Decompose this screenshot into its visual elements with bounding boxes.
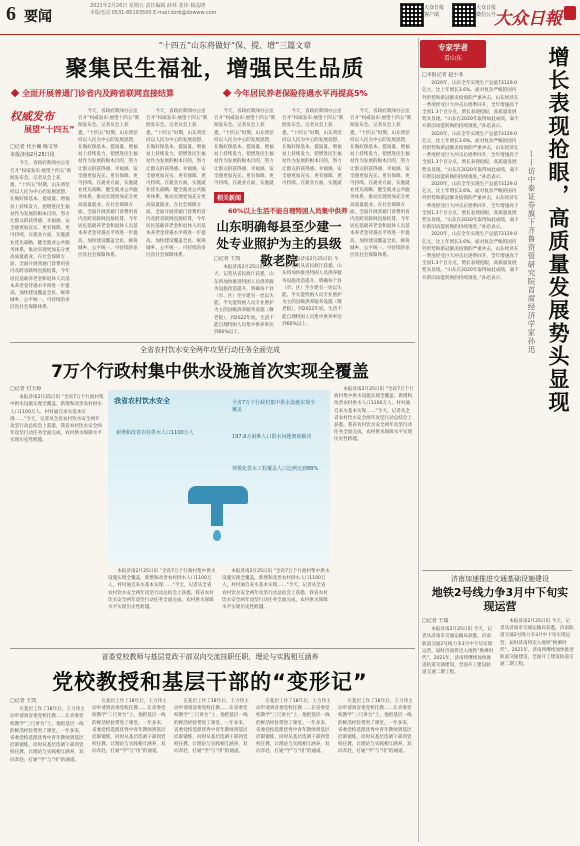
- lead-body-col6: [350, 108, 414, 340]
- subhead-left-text: 全面开展普通门诊省内及跨省联网直接结算: [22, 89, 174, 98]
- school-body: 在基层工作了18年后，王力伟主动申请到省委党校任教……在省委党校教学“三尺讲台”上，他把基层一线的鲜活经验带进了课堂。一年多来，省委党校选派优秀中青年教师到基层挂职锻炼，同时从基层选调干部到党校任教，让理论与实践相互涵养，双向奔赴，打通“学”与“用”的通道。: [338, 699, 413, 755]
- lead-subhead-left: [12, 88, 174, 99]
- water-infographic: [108, 390, 330, 564]
- qr-code-icon: [452, 3, 476, 27]
- metro-body-col2: [500, 618, 574, 840]
- graphic-item: 规模化供水工程覆盖人口比例达到88%: [232, 466, 319, 472]
- lead-body: 今天，省政府新闻办公室召开“权威发布·展望十四五”新闻发布会。记者从会上获悉，“十四五”时期，山东将坚持以人民为中心的发展思想，在做好保基本、提质量、增福祉上持续发力，把增进民生福祉作为发展的根本目的，努力让群众的获得感、幸福感、安全感更加充实、更有保障、更可持续。在就业方面，实施就业优先战略，健全就业公共服务体系，推动实现更加充分更高质量就业。在社会保障方面，全面开展普通门诊费用省内及跨省联网直接结算，今年居民基础养老金和退休人员基本养老金待遇水平将进一步提高。加快建设覆盖全民、统筹城乡、公平统一、可持续的多层次社会保障体系。: [78, 109, 140, 259]
- related-deck: 60%以上生活不能自理特困人员集中供养: [228, 207, 348, 215]
- graphic-item: 新增和改善农村供水人口1100万人: [116, 430, 194, 436]
- water-body-col1: [10, 386, 104, 646]
- expert-banner-subtitle: 看山东: [443, 55, 462, 62]
- brand-tag-subtitle: 展望“十四五”: [24, 125, 75, 134]
- masthead: [0, 0, 580, 35]
- logo-mark-icon: [564, 6, 576, 20]
- diamond-bullet-icon: [223, 89, 231, 97]
- metro-kicker: 济南加速推进交通基础设施建设: [451, 575, 549, 583]
- related-headline: 山东明确每县至少建一处专业照护为主的县级敬老院: [216, 219, 342, 268]
- lead-body-col1: [10, 144, 74, 340]
- lead-dateline: 本报济南2月25日讯: [10, 152, 55, 159]
- lead-body: 今天，省政府新闻办公室召开“权威发布·展望十四五”新闻发布会。记者从会上获悉，“十四五”时期，山东将坚持以人民为中心的发展思想，在做好保基本、提质量、增福祉上持续发力，把增进民生福祉作为发展的根本目的，努力让群众的获得感、幸福感、安全感更加充实、更有保障、更可持续。在就业方面，实施就业优先战略，健全就业公共服务体系，推动实现更加充分更高质量就业。在社会保障方面，全面开展普通门诊费用省内及跨省联网直接结算，今年居民基础养老金和退休人员基本养老金待遇水平将进一步提高。加快建设覆盖全民、统筹城乡、公平统一、可持续的多层次社会保障体系。: [10, 161, 72, 311]
- water-kicker: 全省农村饮水安全两年攻坚行动任务全面完成: [140, 346, 280, 354]
- water-body-col4: [334, 386, 414, 646]
- school-byline: □记者 王凯: [10, 698, 37, 704]
- expert-body-text: 2020年，山东全年实现生产总值73129.0亿元，比上年增长3.6%。面对复杂严峻的国内外形势和新冠肺炎疫情的严重冲击，山东经济在一季度经受巨大冲击后逐季回升，全年增速高于全国1.3个百分点，增长表现抢眼，高质量发展势头显现。“山东在2020年取得如此成绩，离不开新旧动能转换的持续推进。”孙迅表示。: [422, 81, 519, 130]
- qr2-label: 大众日报 微信公号: [476, 5, 497, 18]
- school-body: 在基层工作了18年后，王力伟主动申请到省委党校任教……在省委党校教学“三尺讲台”上，他把基层一线的鲜活经验带进了课堂。一年多来，省委党校选派优秀中青年教师到基层挂职锻炼，同时从基层选调干部到党校任教，让理论与实践相互涵养，双向奔赴，打通“学”与“用”的通道。: [10, 707, 85, 763]
- lead-body: 今天，省政府新闻办公室召开“权威发布·展望十四五”新闻发布会。记者从会上获悉，“十四五”时期，山东将坚持以人民为中心的发展思想，在做好保基本、提质量、增福祉上持续发力，把增进民生福祉作为发展的根本目的，努力让群众的获得感、幸福感、安全感更加充实、更有保障、更可持续。在就业方面，实施就业优先战略，健全就业公共服务体系，推动实现更加充分更高质量就业。在社会保障方面，全面开展普通门诊费用省内及跨省联网直接结算，今年居民基础养老金和退休人员基本养老金待遇水平将进一步提高。加快建设覆盖全民、统筹城乡、公平统一、可持续的多层次社会保障体系。: [350, 109, 412, 259]
- newspaper-logo: 大众日報: [494, 9, 562, 28]
- school-body-col3: [174, 698, 250, 840]
- qr-code-icon: [400, 3, 424, 27]
- water-body: 本报济南2月25日讯 “全省7万个行政村集中供水设施实现全覆盖，新增和改善农村供水人口1100万人，村村通自来水基本实现……”今天，记者从全省农村饮水安全两年攻坚行动总结会上获悉，我省农村饮水安全两年攻坚行动任务全面完成，农村供水保障水平实现历史性跨越。: [334, 387, 414, 443]
- metro-body-col1: [422, 618, 494, 840]
- section-title: 要闻: [24, 9, 52, 25]
- water-body-col3: [222, 568, 330, 646]
- school-body: 在基层工作了18年后，王力伟主动申请到省委党校任教……在省委党校教学“三尺讲台”上，他把基层一线的鲜活经验带进了课堂。一年多来，省委党校选派优秀中青年教师到基层挂职锻炼，同时从基层选调干部到党校任教，让理论与实践相互涵养，双向奔赴，打通“学”与“用”的通道。: [174, 699, 249, 755]
- school-body-col4: [256, 698, 332, 840]
- school-body: 在基层工作了18年后，王力伟主动申请到省委党校任教……在省委党校教学“三尺讲台”上，他把基层一线的鲜活经验带进了课堂。一年多来，省委党校选派优秀中青年教师到基层挂职锻炼，同时从基层选调干部到党校任教，让理论与实践相互涵养，双向奔赴，打通“学”与“用”的通道。: [92, 699, 167, 755]
- lead-body-col5: [282, 108, 346, 186]
- water-body-col2: [108, 568, 216, 646]
- related-byline: □记者 王凯: [214, 256, 241, 262]
- qr1-label: 大众日报 客户端: [424, 5, 445, 18]
- water-body: 本报济南2月25日讯 “全省7万个行政村集中供水设施实现全覆盖，新增和改善农村供水人口1100万人，村村通自来水基本实现……”今天，记者从全省农村饮水安全两年攻坚行动总结会上获悉，我省农村饮水安全两年攻坚行动任务全面完成，农村供水保障水平实现历史性跨越。: [10, 395, 104, 444]
- metro-byline: □记者 王瑞: [422, 618, 449, 624]
- expert-body-text: 2020年，山东全年实现生产总值73129.0亿元，比上年增长3.6%。面对复杂严峻的国内外形势和新冠肺炎疫情的严重冲击，山东经济在一季度经受巨大冲击后逐季回升，全年增速高于全国1.3个百分点，增长表现抢眼，高质量发展势头显现。“山东在2020年取得如此成绩，离不开新旧动能转换的持续推进。”孙迅表示。: [422, 131, 519, 180]
- lead-subhead-right: [224, 88, 368, 99]
- expert-banner: [420, 40, 486, 68]
- school-body-col2: [92, 698, 168, 840]
- water-byline: □记者 付玉婷: [10, 386, 42, 392]
- graphic-item: 197.9万困难人口供水问题彻底解决: [232, 434, 312, 440]
- lead-body-col3: [146, 108, 210, 340]
- school-body-col5: [338, 698, 414, 840]
- water-body: 本报济南2月25日讯 “全省7万个行政村集中供水设施实现全覆盖，新增和改善农村供水人口1100万人，村村通自来水基本实现……”今天，记者从全省农村饮水安全两年攻坚行动总结会上获悉，我省农村饮水安全两年攻坚行动任务全面完成，农村供水保障水平实现历史性跨越。: [108, 569, 216, 611]
- edit-line: [90, 3, 290, 17]
- related-body-col1: [214, 256, 278, 340]
- expert-body-text: 2020年，山东全年实现生产总值73129.0亿元，比上年增长3.6%。面对复杂严峻的国内外形势和新冠肺炎疫情的严重冲击，山东经济在一季度经受巨大冲击后逐季回升，全年增速高于全国1.3个百分点，增长表现抢眼，高质量发展势头显现。“山东在2020年取得如此成绩，离不开新旧动能转换的持续推进。”孙迅表示。: [422, 232, 519, 281]
- edit-line-1: 2021年2月26日 星期五 责任编辑 薛林 张伟 杨晶晓: [90, 3, 206, 9]
- expert-subhead: ——访中泰证券旗下齐鲁资管研究院首席经济学家孙迅: [527, 150, 536, 354]
- school-headline: 党校教授和基层干部的“变形记”: [52, 670, 368, 694]
- related-body: 本报济南2月25日讯 今天，记者从省民政厅获悉，山东将加快推进特困人员供养服务设施改造提升，明确每个县（市、区）至少建有一处以失能、半失能特困人员专业照护为主的县级供养服务设施（敬老院），到2022年底，生活不能自理特困人员集中供养率达到60%以上。: [214, 265, 274, 336]
- metro-body: 本报济南2月25日讯 今天，记者从济南市交通运输局获悉，济南轨道交通2号线力争3月中下旬实现运营，届时济南将迈入地铁“换乘时代”。2021年，济南将继续加快推进轨道交通建设，全面开工建设轨道交通二期工程。: [500, 619, 574, 668]
- subhead-right-text: 今年居民养老保险待遇水平再提高5%: [234, 89, 368, 98]
- school-body-col1: [10, 698, 86, 840]
- expert-byline: □本报记者 赵小菲: [422, 72, 464, 78]
- divider: [10, 648, 415, 649]
- lead-body: 今天，省政府新闻办公室召开“权威发布·展望十四五”新闻发布会。记者从会上获悉，“十四五”时期，山东将坚持以人民为中心的发展思想，在做好保基本、提质量、增福祉上持续发力，把增进民生福祉作为发展的根本目的，努力让群众的获得感、幸福感、安全感更加充实、更有保障、更可持续。在就业方面，实施就业优先战略，健全就业公共服务体系，推动实现更加充分更高质量就业。在社会保障方面，全面开展普通门诊费用省内及跨省联网直接结算，今年居民基础养老金和退休人员基本养老金待遇水平将进一步提高。加快建设覆盖全民、统筹城乡、公平统一、可持续的多层次社会保障体系。: [146, 109, 208, 259]
- lead-headline: 聚集民生福祉，增强民生品质: [65, 57, 365, 82]
- brand-tag-title: 权威发布: [10, 110, 54, 123]
- related-body: 本报济南2月25日讯 今天，记者从省民政厅获悉，山东将加快推进特困人员供养服务设施改造提升，明确每个县（市、区）至少建有一处以失能、半失能特困人员专业照护为主的县级供养服务设施（敬老院），到2022年底，生活不能自理特困人员集中供养率达到60%以上。: [282, 257, 342, 327]
- lead-kicker: “十四五”山东将做好“保、提、增”三篇文章: [158, 41, 312, 50]
- school-kicker: 省委党校教师与基层党政干部双向交流挂职任职，理论与实践相互涵养: [101, 653, 319, 661]
- graphic-item: 全省7万个行政村集中供水设施实现全覆盖: [232, 400, 316, 413]
- diamond-bullet-icon: [11, 89, 19, 97]
- related-tag: 相关新闻: [214, 192, 244, 203]
- divider: [10, 342, 415, 343]
- graphic-title: 我省农村饮水安全: [114, 397, 170, 405]
- divider: [422, 570, 572, 571]
- lead-body: 今天，省政府新闻办公室召开“权威发布·展望十四五”新闻发布会。记者从会上获悉，“十四五”时期，山东将坚持以人民为中心的发展思想，在做好保基本、提质量、增福祉上持续发力，把增进民生福祉作为发展的根本目的，努力让群众的获得感、幸福感、安全感更加充实、更有保障、更可持续。在就业方面，实施就: [282, 109, 344, 186]
- metro-headline: 地铁2号线力争3月中下旬实现运营: [431, 586, 569, 613]
- water-body: 本报济南2月25日讯 “全省7万个行政村集中供水设施实现全覆盖，新增和改善农村供水人口1100万人，村村通自来水基本实现……”今天，记者从全省农村饮水安全两年攻坚行动总结会上获悉，我省农村饮水安全两年攻坚行动任务全面完成，农村供水保障水平实现历史性跨越。: [222, 569, 330, 611]
- lead-body-col2: [78, 108, 142, 340]
- expert-headline: 增长表现抢眼，高质量发展势头显现: [546, 46, 570, 414]
- column-divider: [418, 38, 419, 842]
- edit-line-2: 本版电话 0531-85193500 E-mail:dzrb@dzwww.com: [90, 10, 217, 16]
- expert-body-text: 2020年，山东全年实现生产总值73129.0亿元，比上年增长3.6%。面对复杂严峻的国内外形势和新冠肺炎疫情的严重冲击，山东经济在一季度经受巨大冲击后逐季回升，全年增速高于全国1.3个百分点，增长表现抢眼，高质量发展势头显现。“山东在2020年取得如此成绩，离不开新旧动能转换的持续推进。”孙迅表示。: [422, 182, 519, 231]
- metro-body: 本报济南2月25日讯 今天，记者从济南市交通运输局获悉，济南轨道交通2号线力争3月中下旬实现运营，届时济南将迈入地铁“换乘时代”。2021年，济南将继续加快推进轨道交通建设，全面开工建设轨道交通二期工程。: [422, 627, 494, 676]
- expert-body: [422, 72, 520, 570]
- related-body-col2: [282, 256, 346, 340]
- school-body: 在基层工作了18年后，王力伟主动申请到省委党校任教……在省委党校教学“三尺讲台”上，他把基层一线的鲜活经验带进了课堂。一年多来，省委党校选派优秀中青年教师到基层挂职锻炼，同时从基层选调干部到党校任教，让理论与实践相互涵养，双向奔赴，打通“学”与“用”的通道。: [256, 699, 331, 755]
- expert-banner-title: 专家学者: [438, 43, 468, 52]
- faucet-stem-icon: [211, 502, 223, 526]
- lead-byline: □记者 代小佩 杨文琴: [10, 144, 58, 150]
- lead-body: 今天，省政府新闻办公室召开“权威发布·展望十四五”新闻发布会。记者从会上获悉，“十四五”时期，山东将坚持以人民为中心的发展思想，在做好保基本、提质量、增福祉上持续发力，把增进民生福祉作为发展的根本目的，努力让群众的获得感、幸福感、安全感更加充实、更有保障、更可持续。在就业方面，实施就: [214, 109, 276, 186]
- water-drop-icon: [213, 530, 221, 541]
- lead-body-col4: [214, 108, 278, 186]
- water-headline: 7万个行政村集中供水设施首次实现全覆盖: [51, 362, 369, 382]
- page-number: 6: [6, 3, 16, 25]
